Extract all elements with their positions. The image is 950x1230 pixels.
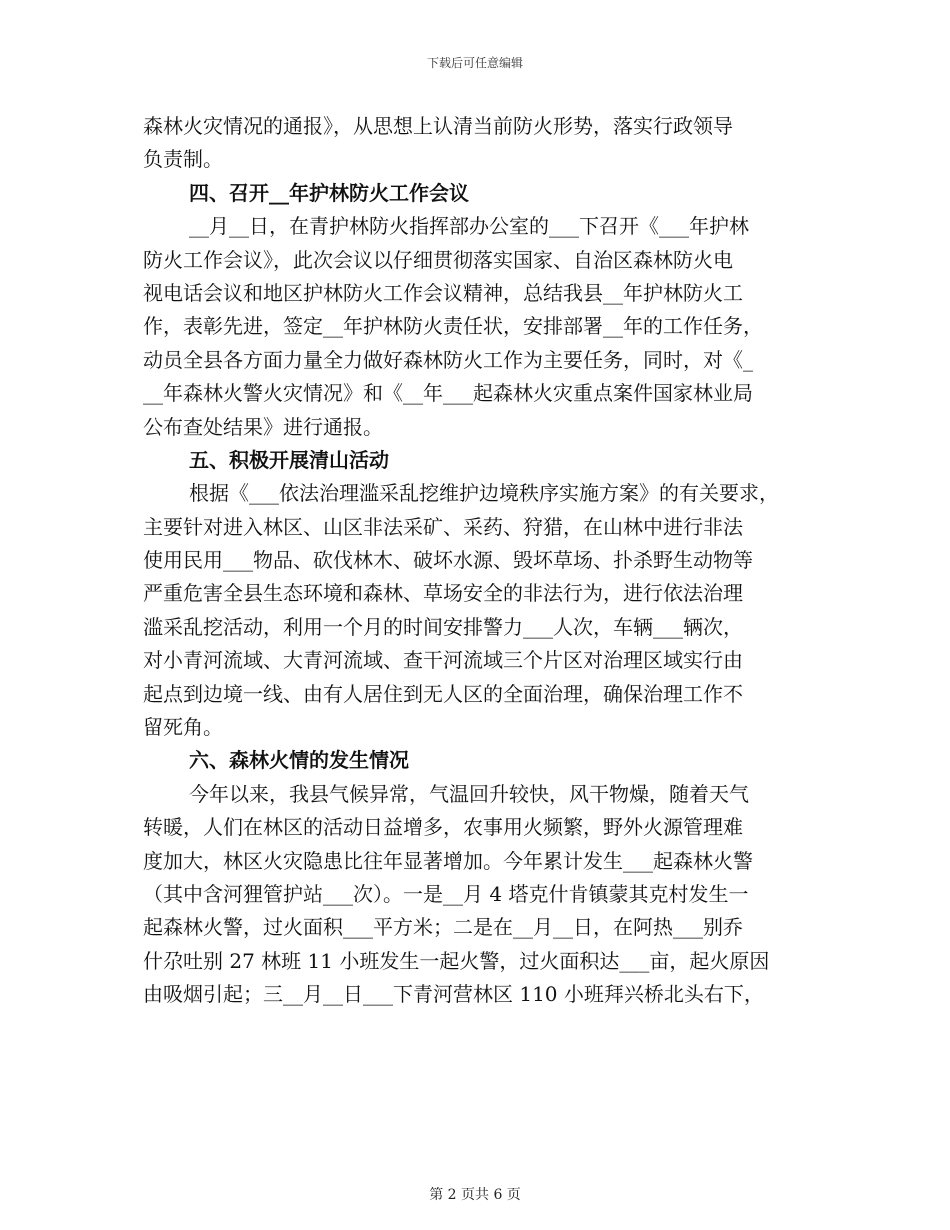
paragraph-line: 动员全县各方面力量全力做好森林防火工作为主要任务，同时，对《_ xyxy=(143,347,753,372)
paragraph-line: （其中含河狸管护站___次）。一是__月 4 塔克什肯镇蒙其克村发生一 xyxy=(143,881,749,906)
paragraph-line: 根据《___依法治理滥采乱挖维护边境秩序实施方案》的有关要求， xyxy=(189,481,779,506)
paragraph-line: 由吸烟引起；三__月__日___下青河营林区 110 小班拜兴桥北头右下， xyxy=(143,982,764,1007)
section-heading: 五、积极开展清山活动 xyxy=(189,447,389,472)
page-footer: 第 2 页共 6 页 xyxy=(429,1187,521,1203)
paragraph-line: 公布查处结果》进行通报。 xyxy=(143,414,383,439)
paragraph-line: 什尕吐别 27 林班 11 小班发生一起火警，过火面积达___亩，起火原因 xyxy=(143,948,770,973)
paragraph-line: __年森林火警火灾情况》和《__年___起森林火灾重点案件国家林业局 xyxy=(143,381,753,406)
paragraph-line: 转暖，人们在林区的活动日益增多，农事用火频繁，野外火源管理难 xyxy=(143,815,743,840)
paragraph-line: 森林火灾情况的通报》，从思想上认清当前防火形势，落实行政领导 xyxy=(143,114,733,138)
paragraph-line: 视电话会议和地区护林防火工作会议精神，总结我县__年护林防火工 xyxy=(143,280,743,305)
paragraph-line: 负责制。 xyxy=(143,147,223,172)
paragraph-line: 度加大，林区火灾隐患比往年显著增加。今年累计发生___起森林火警 xyxy=(143,848,753,873)
paragraph-line: 主要针对进入林区、山区非法采矿、采药、狩猎，在山林中进行非法 xyxy=(143,514,743,539)
paragraph-line: 留死角。 xyxy=(143,715,223,740)
paragraph-line: 防火工作会议》，此次会议以仔细贯彻落实国家、自治区森林防火电 xyxy=(143,247,733,272)
section-heading: 六、森林火情的发生情况 xyxy=(189,748,409,773)
paragraph-line: 滥采乱挖活动，利用一个月的时间安排警力___人次，车辆___辆次， xyxy=(143,614,743,639)
paragraph-line: 使用民用___物品、砍伐林木、破坏水源、毁坏草场、扑杀野生动物等 xyxy=(143,548,753,573)
paragraph-line: 今年以来，我县气候异常，气温回升较快，风干物燥，随着天气 xyxy=(189,781,749,806)
paragraph-line: __月__日，在青护林防火指挥部办公室的___下召开《___年护林 xyxy=(189,214,749,239)
page-header: 下载后可任意编辑 xyxy=(426,56,523,70)
section-heading: 四、召开__年护林防火工作会议 xyxy=(189,180,469,205)
document-body xyxy=(143,110,823,1012)
paragraph-line: 起点到边境一线、由有人居住到无人区的全面治理，确保治理工作不 xyxy=(143,681,743,706)
paragraph-line: 对小青河流域、大青河流域、查干河流域三个片区对治理区域实行由 xyxy=(143,648,743,673)
paragraph-line: 严重危害全县生态环境和森林、草场安全的非法行为，进行依法治理 xyxy=(143,581,743,606)
paragraph-line: 起森林火警，过火面积___平方米；二是在__月__日，在阿热___别乔 xyxy=(143,915,743,940)
paragraph-line: 作，表彰先进，签定__年护林防火责任状，安排部署__年的工作任务， xyxy=(143,314,763,339)
